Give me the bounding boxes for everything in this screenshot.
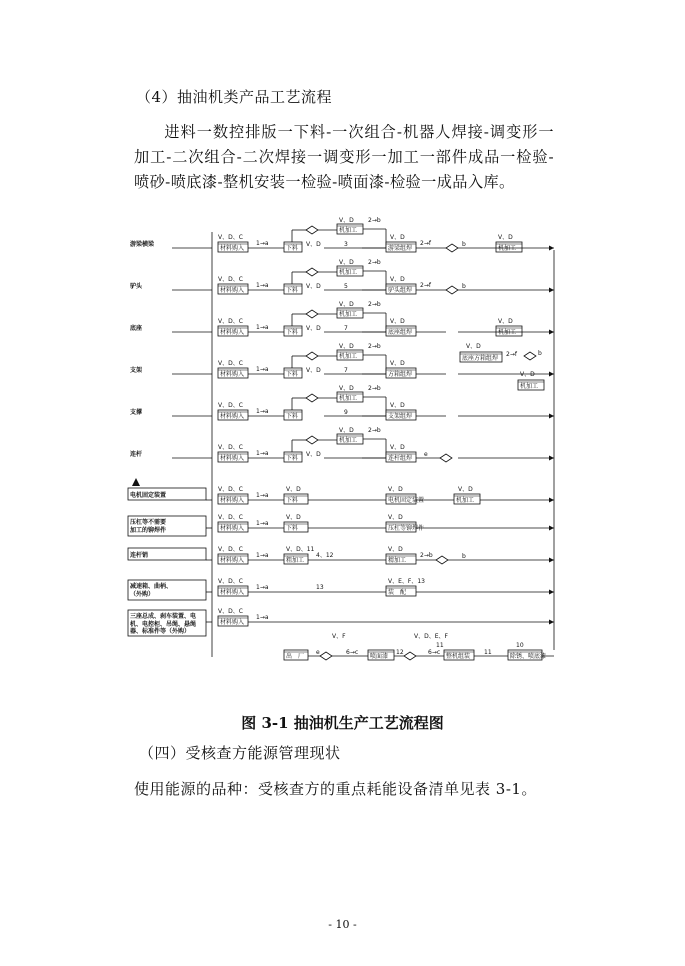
cut-qc: V、D [306,367,321,374]
merge-qc: V、D [466,343,481,350]
flag: e [424,451,428,458]
step-code: 1→a [256,240,269,247]
welding-label: 游梁组焊 [388,245,413,252]
flag: b [462,241,466,248]
decision-diamond [306,310,318,318]
component-label: 支架 [130,367,143,374]
extra-post-qc: V、D [458,486,473,493]
extra-material-label: 材料购入 [220,525,245,532]
merge-flag: b [538,350,542,357]
flow-code: 2→b [368,217,381,224]
extra-flow: 2→b [420,552,433,559]
extra-num: 13 [316,584,324,591]
mach-qc: V、D [339,217,354,224]
welding-label: 底座组焊 [388,329,413,336]
extra-flag: b [462,553,466,560]
flow-code: 2→b [368,385,381,392]
step-code: 1→a [256,324,269,331]
cutting-label: 下料 [286,287,299,294]
machining-label: 机加工 [339,395,358,402]
bus-arrow [549,372,554,377]
assembly-flow: 6→c [428,649,441,656]
mach-qc: V、D [339,259,354,266]
extra-step: 1→a [256,520,269,527]
cut-qc: V、D [306,451,321,458]
marker-triangle [132,478,140,486]
step-code: 1→a [256,408,269,415]
machining-label: 机加工 [339,227,358,234]
qc-codes: V、D、C [218,402,243,409]
machining-label: 机加工 [339,311,358,318]
mach-qc: V、D [339,427,354,434]
extra-process-label: 电机固定装置 [388,497,425,504]
decision-diamond [446,286,458,294]
component-label: 底座 [130,325,143,332]
extra-cut-label: 下料 [286,497,299,504]
extra-label-1: 压杠等不需要 [130,519,167,526]
process-paragraph: 进料一数控排版一下料-一次组合-机器人焊接-调变形一加工-二次组合-二次焊接一调变形一加工一部件成品一检验-喷砂-喷底漆-整机安装一检验-喷面漆-检验一成品入库。 [134,123,554,191]
post-machining-label: 机加工 [498,245,517,252]
weld-qc: V、D [390,360,405,367]
extra-process-qc: V、D [388,486,403,493]
extra-cut-qc: V、D [286,486,301,493]
machining-label: 机加工 [339,437,358,444]
extra-process-qc: V、D [388,514,403,521]
extra-qc: V、D、C [218,546,243,553]
extra-arrow [549,558,554,563]
paint-diamond [404,652,416,660]
extra-arrow [549,620,554,625]
flow-code-2: 2→f [420,282,431,289]
step-number: 7 [344,367,348,374]
step-number: 5 [344,283,348,290]
cut-qc: V、D [306,241,321,248]
step-code: 1→a [256,282,269,289]
extra-cut-label: 粗加工 [286,557,305,564]
assembly-num-2: 11 [484,649,492,656]
extra-step: 1→a [256,552,269,559]
decision-diamond [440,454,452,462]
bus-arrow [549,414,554,419]
material-purchase-label: 材料购入 [220,329,245,336]
extra-arrow [549,498,554,503]
component-label: 支撑 [130,409,143,416]
component-label: 连杆 [130,451,143,458]
merge-weld-label: 底座方箱组焊 [462,355,499,362]
weld-qc: V、D [390,276,405,283]
extra-arrow [549,590,554,595]
extra-step: 1→a [256,492,269,499]
figure-caption: 图 3-1 抽油机生产工艺流程图 [241,714,444,732]
step-code: 1→a [256,450,269,457]
extra-process-qc: V、D [388,546,403,553]
decision-diamond [306,226,318,234]
extra-process-label: 精加工 [388,557,407,564]
sandblast-primer-label: 除锈、喷底漆 [510,653,547,660]
flow-code: 2→b [368,343,381,350]
extra-process-label: 压杠等铆焊件 [388,525,425,532]
assembly-qc: V、D、E、F [414,633,448,640]
subsection-heading: （四）受核查方能源管理现状 [139,744,341,762]
welding-label: 连杆组焊 [388,455,413,462]
welding-label: 支架组焊 [388,413,413,420]
extra-material-label: 材料购入 [220,619,245,626]
factory-exit-label: 出 厂 [286,653,305,660]
final-assembly-label: 整机组装 [446,653,471,660]
extra-step: 1→a [256,584,269,591]
machining-label: 机加工 [339,353,358,360]
flow-code: 2→b [368,427,381,434]
bus-arrow [549,330,554,335]
decision-diamond [446,244,458,252]
material-purchase-label: 材料购入 [220,371,245,378]
qc-codes: V、D、C [218,276,243,283]
cutting-label: 下料 [286,329,299,336]
mach-qc: V、D [339,343,354,350]
component-label: 游梁横梁 [130,241,155,248]
flow-code: 2→b [368,301,381,308]
post-qc: V、D [498,318,513,325]
section-heading: （4）抽油机类产品工艺流程 [136,88,333,106]
merge-post-qc: V、D [520,371,535,378]
extra-material-label: 材料购入 [220,589,245,596]
material-purchase-label: 材料购入 [220,245,245,252]
extra-label-2: 机、电控柜、吊绳、悬绳 [130,621,197,628]
extra-process-qc: V、E、F、13 [388,578,425,585]
material-purchase-label: 材料购入 [220,413,245,420]
exit-diamond [320,652,332,660]
extra-qc: V、D、C [218,514,243,521]
extra-cut-qc: V、D、11 [286,546,315,553]
extra-num: 4、12 [316,552,334,559]
material-purchase-label: 材料购入 [220,287,245,294]
paint-qc: V、F [332,633,346,640]
cutting-label: 下料 [286,371,299,378]
cutting-label: 下料 [286,455,299,462]
extra-qc: V、D、C [218,486,243,493]
extra-label-3: 器、标准件等（外购） [130,628,191,635]
extra-cut-qc: V、D [286,514,301,521]
mach-qc: V、D [339,301,354,308]
extra-step: 1→a [256,614,269,621]
merge-post-machining-label: 机加工 [520,383,539,390]
cutting-label: 下料 [286,245,299,252]
extra-qc: V、D、C [218,608,243,615]
step-number: 3 [344,241,348,248]
extra-label-2: 加工的铆焊件 [130,527,167,534]
paint-num: 12 [396,649,404,656]
qc-codes: V、D、C [218,234,243,241]
weld-qc: V、D [390,444,405,451]
machining-label: 机加工 [339,269,358,276]
merge-flow: 2→f [506,351,517,358]
page-number: - 10 - [328,918,357,931]
qc-codes: V、D、C [218,360,243,367]
step-number: 7 [344,325,348,332]
top-coat-label: 喷面漆 [370,653,389,660]
flow-code: 2→b [368,259,381,266]
body-text: 使用能源的品种：受核查方的重点耗能设备清单见表 3-1。 [134,780,537,798]
step-number: 9 [344,409,348,416]
flow-code-2: 2→f [420,240,431,247]
welding-label: 驴头组焊 [388,287,413,294]
qc-codes: V、D、C [218,444,243,451]
decision-diamond [436,556,448,564]
extra-material-label: 材料购入 [220,557,245,564]
extra-label: 连杆销 [130,552,149,559]
flowchart-svg [124,210,564,672]
extra-cut-label: 下料 [286,525,299,532]
mach-qc: V、D [339,385,354,392]
extra-material-label: 材料购入 [220,497,245,504]
exit-flag: e [316,649,320,656]
sand-num: 10 [516,642,524,649]
extra-process-label: 装 配 [388,589,407,596]
merge-diamond [524,352,536,360]
extra-qc: V、D、C [218,578,243,585]
post-qc: V、D [498,234,513,241]
decision-diamond [306,436,318,444]
step-code: 1→a [256,366,269,373]
weld-qc: V、D [390,234,405,241]
post-machining-label: 机加工 [498,329,517,336]
weld-qc: V、D [390,318,405,325]
extra-label-1: 减速箱、曲柄、 [130,583,173,590]
flag: b [462,283,466,290]
extra-label-1: 三座总成、刹车装置、电 [130,613,197,620]
cutting-label: 下料 [286,413,299,420]
decision-diamond [306,268,318,276]
bus-arrow [549,288,554,293]
component-label: 驴头 [130,283,143,290]
extra-arrow [549,526,554,531]
assembly-num: 11 [436,642,444,649]
paint-flow: 6→c [346,649,359,656]
cut-qc: V、D [306,325,321,332]
bus-arrow [549,456,554,461]
extra-label: 电机固定装置 [130,492,167,499]
welding-label: 方箱组焊 [388,371,413,378]
weld-qc: V、D [390,402,405,409]
material-purchase-label: 材料购入 [220,455,245,462]
decision-diamond [306,352,318,360]
extra-post-label: 机加工 [456,497,475,504]
process-flowchart [124,210,564,672]
extra-label-2: （外购） [130,591,155,598]
cut-qc: V、D [306,283,321,290]
bus-arrow [549,246,554,251]
decision-diamond [306,394,318,402]
qc-codes: V、D、C [218,318,243,325]
